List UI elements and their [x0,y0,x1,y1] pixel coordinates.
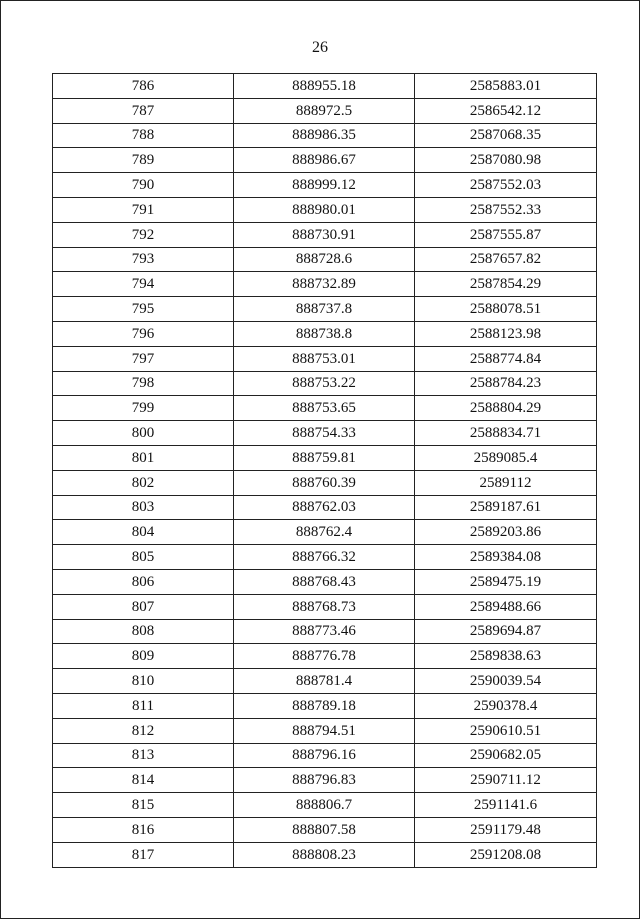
y-coordinate-cell: 2587657.82 [415,247,597,272]
y-coordinate-cell: 2590682.05 [415,743,597,768]
table-row [53,222,597,247]
x-coordinate-cell: 888753.65 [234,396,415,421]
x-coordinate-cell: 888955.18 [234,74,415,99]
table-body [53,74,597,868]
point-number-cell: 805 [53,545,234,570]
point-number-cell: 793 [53,247,234,272]
point-number-cell: 799 [53,396,234,421]
x-coordinate-cell: 888776.78 [234,644,415,669]
table-row [53,197,597,222]
table-row [53,693,597,718]
x-coordinate-cell: 888972.5 [234,98,415,123]
x-coordinate-cell: 888730.91 [234,222,415,247]
point-number-cell: 789 [53,148,234,173]
table-row [53,321,597,346]
point-number-cell: 812 [53,718,234,743]
table-row [53,545,597,570]
point-number-cell: 807 [53,594,234,619]
table-row [53,644,597,669]
y-coordinate-cell: 2591208.08 [415,842,597,867]
x-coordinate-cell: 888773.46 [234,619,415,644]
x-coordinate-cell: 888796.83 [234,768,415,793]
y-coordinate-cell: 2586542.12 [415,98,597,123]
table-row [53,346,597,371]
table-row [53,445,597,470]
x-coordinate-cell: 888986.35 [234,123,415,148]
point-number-cell: 790 [53,173,234,198]
x-coordinate-cell: 888732.89 [234,272,415,297]
table-row [53,842,597,867]
table-row [53,173,597,198]
point-number-cell: 796 [53,321,234,346]
x-coordinate-cell: 888762.4 [234,520,415,545]
table-row [53,669,597,694]
point-number-cell: 788 [53,123,234,148]
y-coordinate-cell: 2588774.84 [415,346,597,371]
table-row [53,520,597,545]
x-coordinate-cell: 888980.01 [234,197,415,222]
y-coordinate-cell: 2590711.12 [415,768,597,793]
table-row [53,272,597,297]
x-coordinate-cell: 888806.7 [234,793,415,818]
x-coordinate-cell: 888789.18 [234,693,415,718]
table-row [53,148,597,173]
y-coordinate-cell: 2589694.87 [415,619,597,644]
y-coordinate-cell: 2589488.66 [415,594,597,619]
x-coordinate-cell: 888794.51 [234,718,415,743]
table-row [53,768,597,793]
x-coordinate-cell: 888754.33 [234,421,415,446]
point-number-cell: 808 [53,619,234,644]
table-row [53,718,597,743]
point-number-cell: 814 [53,768,234,793]
point-number-cell: 798 [53,371,234,396]
x-coordinate-cell: 888760.39 [234,470,415,495]
point-number-cell: 804 [53,520,234,545]
y-coordinate-cell: 2589838.63 [415,644,597,669]
x-coordinate-cell: 888796.16 [234,743,415,768]
x-coordinate-cell: 888999.12 [234,173,415,198]
point-number-cell: 802 [53,470,234,495]
x-coordinate-cell: 888728.6 [234,247,415,272]
y-coordinate-cell: 2589475.19 [415,569,597,594]
table-row [53,421,597,446]
table-row [53,470,597,495]
table-row [53,495,597,520]
y-coordinate-cell: 2591141.6 [415,793,597,818]
table-row [53,123,597,148]
point-number-cell: 794 [53,272,234,297]
y-coordinate-cell: 2590039.54 [415,669,597,694]
point-number-cell: 801 [53,445,234,470]
x-coordinate-cell: 888737.8 [234,297,415,322]
table-row [53,619,597,644]
y-coordinate-cell: 2589085.4 [415,445,597,470]
point-number-cell: 817 [53,842,234,867]
y-coordinate-cell: 2588834.71 [415,421,597,446]
y-coordinate-cell: 2587068.35 [415,123,597,148]
table-row [53,793,597,818]
y-coordinate-cell: 2589112 [415,470,597,495]
point-number-cell: 809 [53,644,234,669]
y-coordinate-cell: 2587552.03 [415,173,597,198]
x-coordinate-cell: 888808.23 [234,842,415,867]
y-coordinate-cell: 2588078.51 [415,297,597,322]
point-number-cell: 792 [53,222,234,247]
y-coordinate-cell: 2588784.23 [415,371,597,396]
table-row [53,594,597,619]
y-coordinate-cell: 2587555.87 [415,222,597,247]
y-coordinate-cell: 2589203.86 [415,520,597,545]
table-row [53,396,597,421]
table-row [53,74,597,99]
point-number-cell: 811 [53,693,234,718]
page-number: 26 [312,39,328,56]
point-number-cell: 813 [53,743,234,768]
x-coordinate-cell: 888986.67 [234,148,415,173]
table-row [53,247,597,272]
coordinates-table [52,73,597,868]
y-coordinate-cell: 2591179.48 [415,817,597,842]
table-row [53,98,597,123]
y-coordinate-cell: 2589187.61 [415,495,597,520]
point-number-cell: 791 [53,197,234,222]
point-number-cell: 806 [53,569,234,594]
table-row [53,297,597,322]
table-row [53,569,597,594]
x-coordinate-cell: 888768.73 [234,594,415,619]
point-number-cell: 797 [53,346,234,371]
point-number-cell: 810 [53,669,234,694]
x-coordinate-cell: 888753.01 [234,346,415,371]
x-coordinate-cell: 888738.8 [234,321,415,346]
x-coordinate-cell: 888807.58 [234,817,415,842]
y-coordinate-cell: 2588123.98 [415,321,597,346]
point-number-cell: 800 [53,421,234,446]
table-row [53,371,597,396]
y-coordinate-cell: 2585883.01 [415,74,597,99]
x-coordinate-cell: 888759.81 [234,445,415,470]
table-row [53,817,597,842]
x-coordinate-cell: 888768.43 [234,569,415,594]
point-number-cell: 787 [53,98,234,123]
x-coordinate-cell: 888762.03 [234,495,415,520]
point-number-cell: 795 [53,297,234,322]
x-coordinate-cell: 888753.22 [234,371,415,396]
point-number-cell: 815 [53,793,234,818]
point-number-cell: 816 [53,817,234,842]
y-coordinate-cell: 2587552.33 [415,197,597,222]
y-coordinate-cell: 2587854.29 [415,272,597,297]
y-coordinate-cell: 2588804.29 [415,396,597,421]
x-coordinate-cell: 888766.32 [234,545,415,570]
point-number-cell: 803 [53,495,234,520]
y-coordinate-cell: 2589384.08 [415,545,597,570]
table-row [53,743,597,768]
x-coordinate-cell: 888781.4 [234,669,415,694]
y-coordinate-cell: 2590610.51 [415,718,597,743]
point-number-cell: 786 [53,74,234,99]
y-coordinate-cell: 2587080.98 [415,148,597,173]
y-coordinate-cell: 2590378.4 [415,693,597,718]
